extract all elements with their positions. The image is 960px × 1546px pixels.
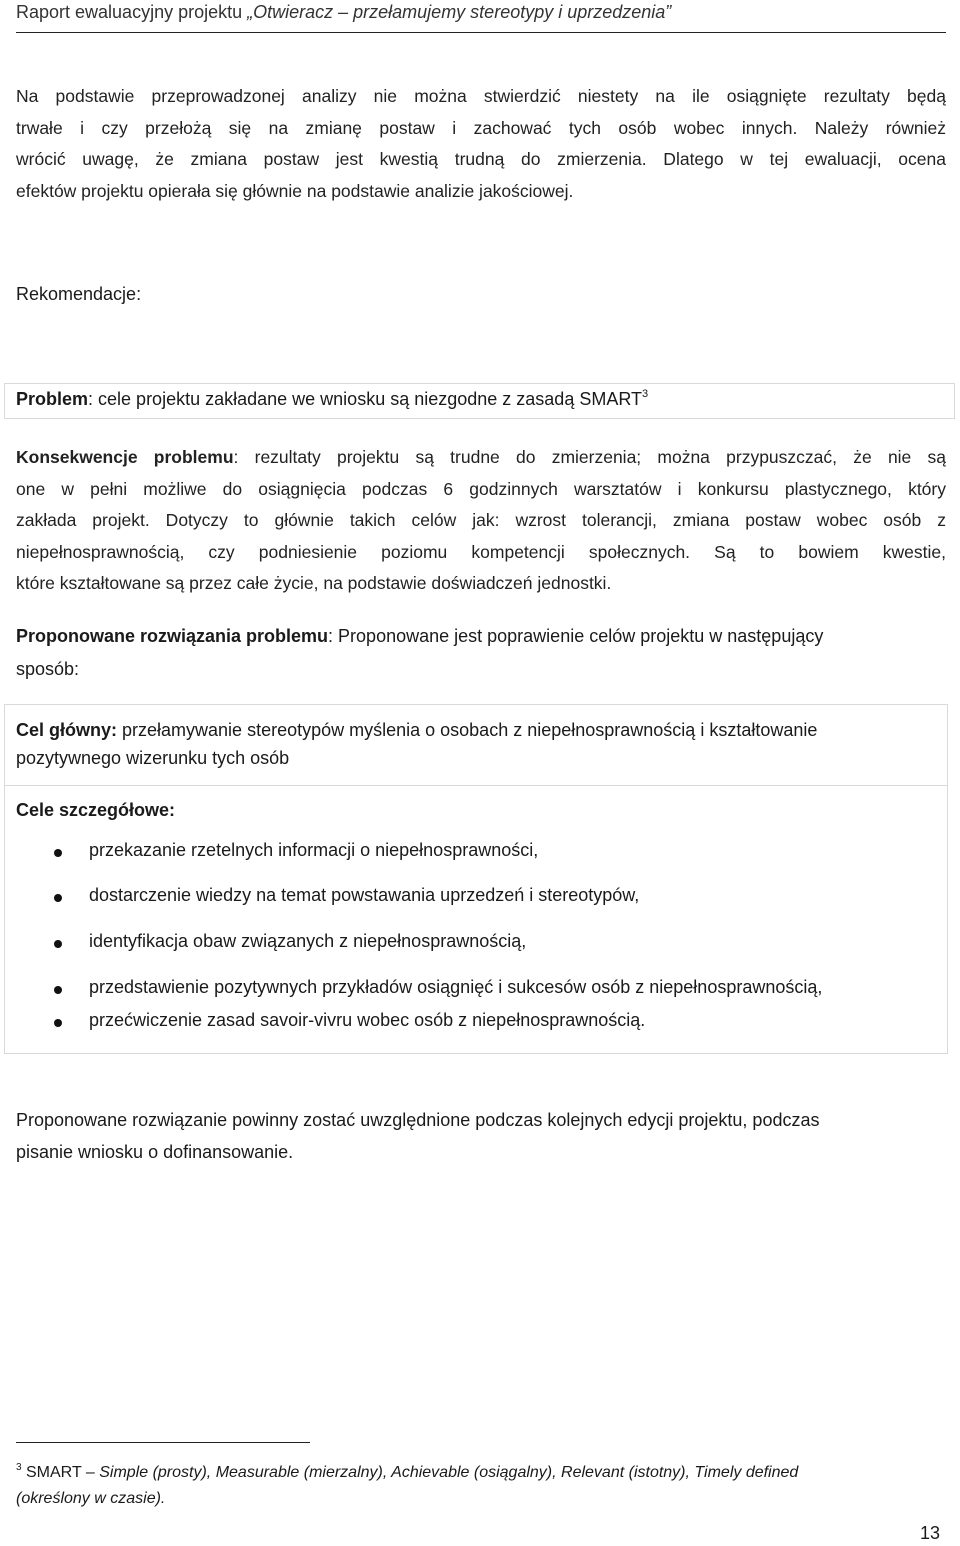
header-divider	[16, 32, 946, 33]
header-project-title: „Otwieracz – przełamujemy stereotypy i uprzedzenia”	[247, 2, 672, 22]
goals-box-divider	[4, 785, 948, 786]
main-goal-line	[16, 716, 941, 744]
closing-line: Proponowane rozwiązanie powinny zostać uwzględnione podczas kolejnych edycji projektu, podczas	[16, 1110, 820, 1130]
proposed-text: : Proponowane jest poprawienie celów projektu w następujący	[328, 626, 824, 646]
footnote-definition-cont: (określony w czasie).	[16, 1490, 166, 1507]
proposed-line: sposób:	[16, 659, 80, 679]
bullet-icon	[54, 986, 62, 994]
specific-goals-heading	[16, 800, 175, 821]
footnote-lead: SMART –	[21, 1464, 100, 1481]
bullet-icon	[54, 894, 62, 902]
recommendations-heading: Rekomendacje:	[16, 284, 142, 304]
consequences-line: zakłada projekt. Dotyczy to głównie takich celów jak: wzrost tolerancji, zmiana postaw wobec osób z	[16, 510, 946, 530]
main-goal-line: pozytywnego wizerunku tych osób	[16, 748, 290, 768]
intro-paragraph	[16, 81, 946, 207]
consequences-label: Konsekwencje problemu	[16, 447, 234, 467]
bullet-icon	[54, 849, 62, 857]
problem-label: Problem	[16, 389, 89, 409]
main-goal	[16, 716, 941, 772]
proposed-solutions	[16, 620, 946, 686]
footnote-definition: Simple (prosty), Measurable (mierzalny), Achievable (osiągalny), Relevant (istotny), Timely defined	[99, 1464, 799, 1481]
proposed-label: Proponowane rozwiązania problemu	[16, 626, 329, 646]
consequences-paragraph	[16, 442, 946, 600]
intro-line: trwałe i czy przełożą się na zmianę postaw i zachować tych osób wobec innych. Należy również	[16, 117, 946, 138]
closing-paragraph	[16, 1104, 946, 1168]
consequences-line	[16, 442, 946, 474]
bullet-icon	[54, 1019, 62, 1027]
running-header	[16, 2, 671, 23]
footnote-divider	[16, 1442, 310, 1443]
main-goal-text: przełamywanie stereotypów myślenia o osobach z niepełnosprawnością i kształtowanie	[117, 720, 818, 740]
footnote-number: 3	[16, 1462, 22, 1473]
problem-statement	[16, 388, 648, 410]
consequences-line: niepełnosprawnością, czy podniesienie poziomu kompetencji społecznych. Są to bowiem kwestie,	[16, 541, 946, 562]
intro-line: Na podstawie przeprowadzonej analizy nie można stwierdzić niestety na ile osiągnięte rezultaty będą	[16, 86, 946, 106]
problem-text: : cele projektu zakładane we wniosku są niezgodne z zasadą SMART	[88, 389, 643, 409]
footnote-reference[interactable]: 3	[642, 388, 649, 400]
list-item-text: dostarczenie wiedzy na temat powstawania uprzedzeń i stereotypów,	[89, 885, 640, 905]
list-item-text: przekazanie rzetelnych informacji o niepełnosprawności,	[89, 840, 539, 860]
footnote-line	[16, 1486, 946, 1512]
consequences-text: : rezultaty projektu są trudne do zmierzenia; można przypuszczać, że nie są	[233, 447, 946, 467]
consequences-line: one w pełni możliwe do osiągnięcia podczas 6 godzinnych warsztatów i konkursu plastycznego, który	[16, 478, 946, 499]
list-item-text: przedstawienie pozytywnych przykładów osiągnięć i sukcesów osób z niepełnosprawnością,	[89, 977, 823, 997]
footnote-line	[16, 1455, 946, 1486]
header-prefix: Raport ewaluacyjny projektu	[16, 2, 248, 22]
bullet-icon	[54, 940, 62, 948]
list-item-text: identyfikacja obaw związanych z niepełnosprawnością,	[89, 931, 527, 951]
proposed-line	[16, 620, 946, 653]
intro-line: efektów projektu opierała się głównie na podstawie analizie jakościowej.	[16, 180, 574, 201]
main-goal-label: Cel główny:	[16, 720, 118, 740]
intro-line: wrócić uwagę, że zmiana postaw jest kwestią trudną do zmierzenia. Dlatego w tej ewaluacji, ocena	[16, 149, 946, 169]
closing-line: pisanie wniosku o dofinansowanie.	[16, 1142, 294, 1162]
page-number: 13	[920, 1523, 941, 1543]
specific-goals-label: Cele szczegółowe:	[16, 800, 176, 820]
list-item-text: przećwiczenie zasad savoir-vivru wobec osób z niepełnosprawnością.	[89, 1010, 646, 1030]
footnote	[16, 1455, 946, 1512]
consequences-line: które kształtowane są przez całe życie, na podstawie doświadczeń jednostki.	[16, 573, 612, 593]
